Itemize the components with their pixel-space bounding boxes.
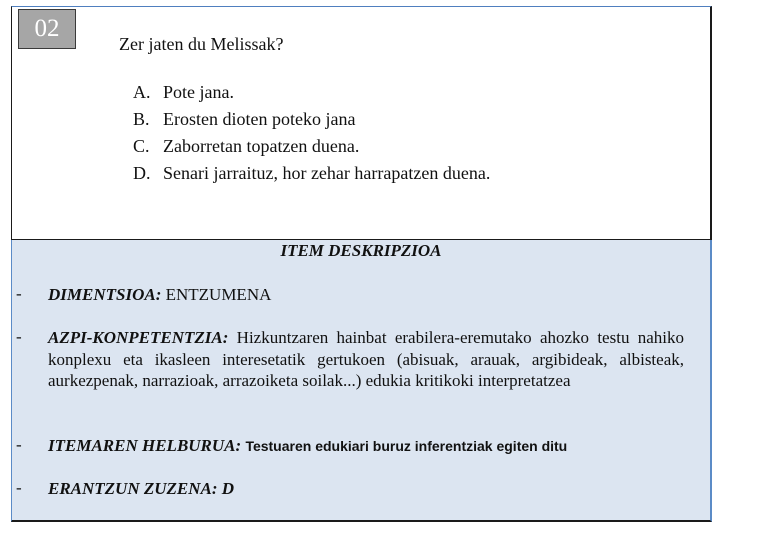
answer-options xyxy=(133,79,490,187)
bullet-dash: - xyxy=(16,435,22,454)
option-letter: D. xyxy=(133,163,151,183)
dimension-label: DIMENTSIOA: xyxy=(48,285,162,304)
option-letter: A. xyxy=(133,82,151,102)
dimension-content xyxy=(48,284,684,306)
objective-content xyxy=(48,435,684,458)
bullet-dash: - xyxy=(16,284,22,303)
answer-value: D xyxy=(221,479,235,498)
option-text: Pote jana. xyxy=(163,82,234,102)
option-text: Senari jarraituz, hor zehar harrapatzen duena. xyxy=(163,163,491,183)
option-d[interactable] xyxy=(133,160,490,187)
option-b[interactable] xyxy=(133,106,490,133)
dimension-value: ENTZUMENA xyxy=(165,285,272,304)
option-c[interactable] xyxy=(133,133,490,160)
subcompetence-value: Hizkuntzaren hainbat erabilera-eremutako ahozko testu nahiko konplexu eta ikasleen interesetatik gertukoen (abisuak, arauak, argibideak, albisteak, aurkezpenak, narrazioak, arrazoiketa soilak...) edukia kritikoki interpretatzea xyxy=(48,328,684,390)
item-description-panel xyxy=(11,240,712,522)
question-text: Zer jaten du Melissak? xyxy=(119,34,284,54)
bullet-dash: - xyxy=(16,478,22,497)
description-title: ITEM DESKRIPZIOA xyxy=(280,241,442,260)
objective-label: ITEMAREN HELBURUA: xyxy=(48,436,242,455)
bullet-dash: - xyxy=(16,327,22,346)
option-text: Erosten dioten poteko jana xyxy=(163,109,356,129)
option-text: Zaborretan topatzen duena. xyxy=(163,136,360,156)
item-number-badge: 02 xyxy=(18,9,76,49)
objective-value: Testuaren edukiari buruz inferentziak egiten ditu xyxy=(245,438,568,454)
subcompetence-content xyxy=(48,327,684,392)
question-box xyxy=(11,6,712,240)
option-a[interactable] xyxy=(133,79,490,106)
answer-label: ERANTZUN ZUZENA: xyxy=(48,479,218,498)
answer-content xyxy=(48,478,684,500)
option-letter: B. xyxy=(133,109,150,129)
subcompetence-label: AZPI-KONPETENTZIA: xyxy=(48,328,229,347)
option-letter: C. xyxy=(133,136,150,156)
